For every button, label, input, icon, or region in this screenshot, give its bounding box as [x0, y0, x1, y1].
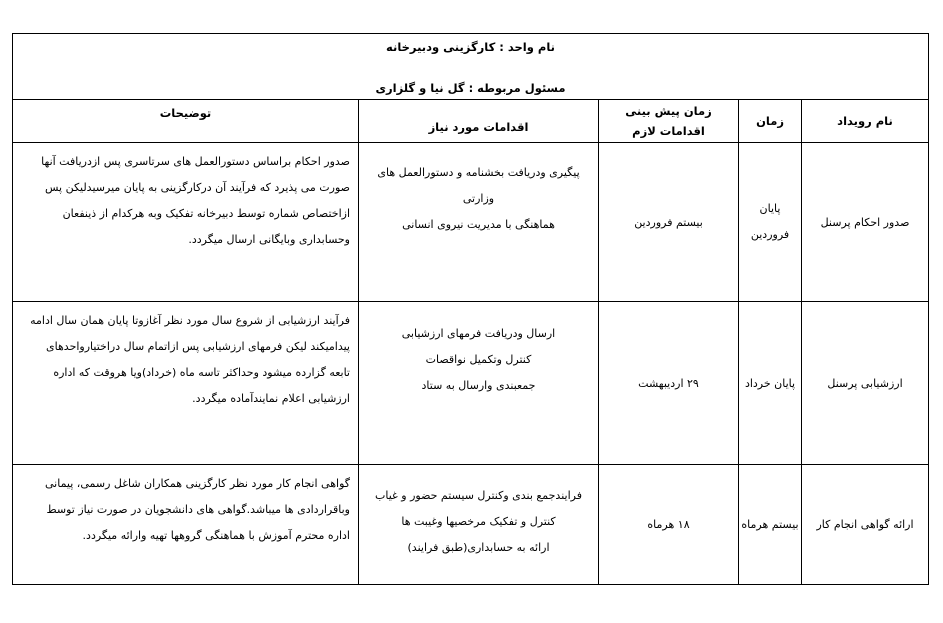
table-cell-lead-time: ۲۹ اردیبهشت: [638, 376, 699, 390]
column-header-actions: اقدامات مورد نیاز: [428, 120, 529, 134]
cell-line: فرایندجمع بندی وکنترل سیستم حضور و غیاب: [375, 489, 582, 502]
table-cell-lead-time: بیستم فروردین: [634, 215, 703, 229]
table-cell-actions: [359, 465, 598, 575]
table-cell-actions: [359, 143, 598, 251]
cell-line: پیدامیکند لیکن فرمهای ارزشیابی پس ازاتمام سال دراختیارواحدهای: [46, 340, 350, 353]
cell-line: جمعبندی وارسال به ستاد: [421, 379, 536, 392]
table-cell-actions: [359, 302, 598, 412]
cell-line: کنترل وتکمیل نواقصات: [425, 353, 532, 366]
cell-line: اداره محترم آموزش با هماهنگی گروهها تهیه وارائه میگردد.: [82, 529, 350, 542]
cell-line: صدور احکام براساس دستورالعمل های سرتاسری پس ازدریافت آنها: [41, 155, 350, 168]
cell-line: ارزشیابی اعلام نمایندآماده میگردد.: [192, 392, 350, 405]
column-header-description: توضیحات: [159, 106, 212, 120]
cell-line: وزارتی: [462, 192, 495, 205]
table-cell-time: [739, 143, 801, 301]
column-header-event-name: نام رویداد: [837, 114, 893, 128]
cell-line: گواهی انجام کار مورد نظر کارگزینی همکاران شاغل رسمی، پیمانی: [44, 477, 350, 490]
cell-line: صورت می پذیرد که فرآیند آن درکارگزینی به پایان میرسیدلیکن پس: [44, 181, 350, 194]
cell-line: فرآیند ارزشیابی از شروع سال مورد نظر آغازوتا پایان همان سال ادامه: [30, 314, 350, 327]
table-header-block: [13, 34, 928, 100]
cell-line: هماهنگی با مدیریت نیروی انسانی: [402, 218, 555, 231]
table-cell-description: [13, 465, 358, 584]
table-cell-description: [13, 302, 358, 464]
cell-line: ازاختصاص شماره توسط دبیرخانه تفکیک وبه هرکدام از ذینفعان: [62, 207, 350, 220]
owner-title: مسئول مربوطه : گل نیا و گلزاری: [375, 81, 566, 95]
table-cell-description: [13, 143, 358, 301]
cell-line: ارائه به حسابداری(طبق فرایند): [407, 541, 550, 554]
cell-line: وباقراردادی ها میباشد.گواهی های دانشجویان در صورت نیاز توسط: [46, 503, 350, 516]
table-cell-time: بیستم هرماه: [741, 518, 799, 531]
cell-line: فروردین: [750, 228, 790, 241]
table-cell-event-name: صدور احکام پرسنل: [820, 215, 910, 229]
cell-line: ارسال ودریافت فرمهای ارزشیابی: [401, 327, 556, 340]
table-cell-event-name: ارائه گواهی انجام کار: [816, 518, 914, 531]
cell-line: پیگیری ودریافت بخشنامه و دستورالعمل های: [377, 166, 580, 179]
cell-line: پایان: [759, 202, 781, 215]
cell-line: کنترل و تفکیک مرخصیها وغیبت ها: [401, 515, 556, 528]
table-cell-event-name: ارزشیابی پرسنل: [827, 376, 903, 390]
table-cell-time: پایان خرداد: [744, 376, 796, 390]
cell-line: وحسابداری وبایگانی ارسال میگردد.: [188, 233, 350, 246]
table-cell-lead-time: ۱۸ هرماه: [647, 518, 690, 531]
unit-title: نام واحد : کارگزینی ودبیرخانه: [386, 40, 555, 54]
column-header-time: زمان: [756, 114, 784, 128]
column-header-lead-time: زمان پیش بینی اقدامات لازم: [625, 104, 712, 138]
event-table: [12, 33, 929, 585]
cell-line: تابعه گزارده میشود وحداکثر تاسه ماه (خرداد)ویا هروقت که اداره: [53, 366, 350, 379]
